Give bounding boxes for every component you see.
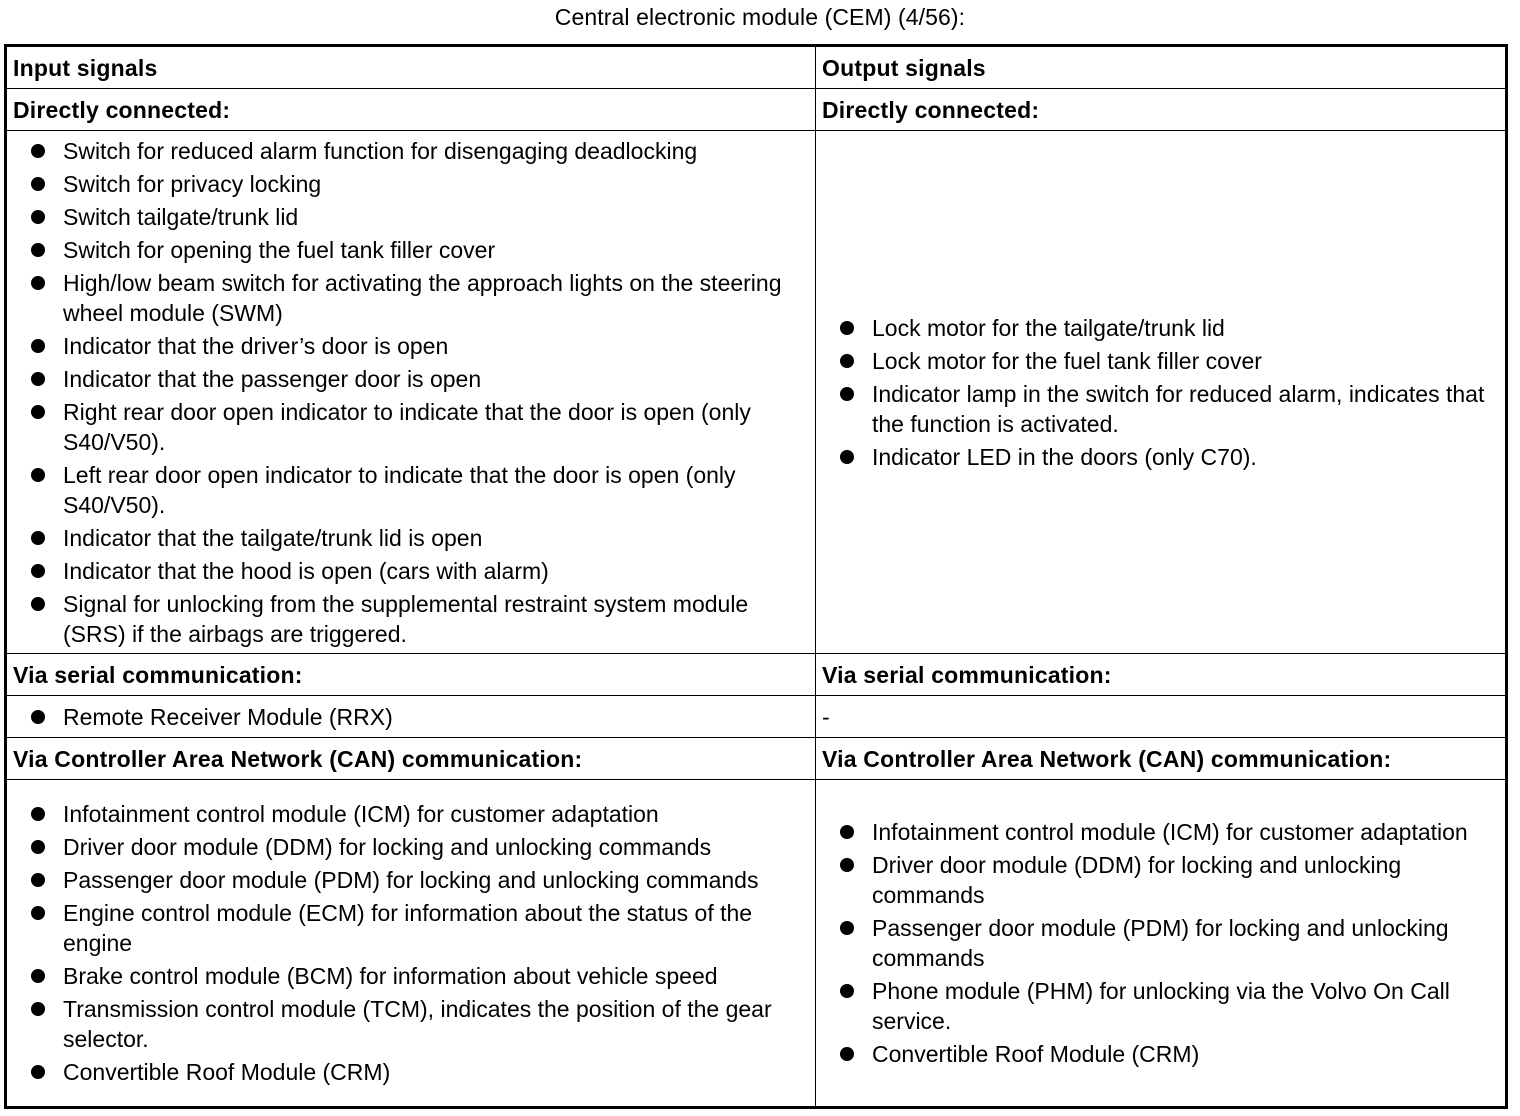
list-item-text: Switch for reduced alarm function for disengaging deadlocking [63,137,698,164]
bullet-icon [31,564,45,578]
bullet-icon [31,840,45,854]
list-item-text: Indicator LED in the doors (only C70). [872,443,1257,470]
input-direct-list-cell [6,131,816,654]
list-item-text: Infotainment control module (ICM) for customer adaptation [63,801,659,827]
list-item [13,397,809,457]
can-title-row [6,738,1507,780]
list-item [822,913,1499,973]
list-item-text: Indicator lamp in the switch for reduced alarm, indicates that the function is activated. [872,380,1485,437]
list-item [822,346,1499,376]
list-item-text: Convertible Roof Module (CRM) [872,1041,1200,1067]
list-item [13,1057,809,1087]
list-item [822,850,1499,910]
bullet-icon [31,372,45,386]
list-item-text: Switch for privacy locking [63,170,322,197]
list-item [822,1039,1499,1069]
list-item [13,364,809,394]
list-item [13,961,809,991]
bullet-icon [31,1002,45,1016]
list-item-text: Brake control module (BCM) for information about vehicle speed [63,963,718,989]
bullet-icon [31,906,45,920]
bullet-icon [31,243,45,257]
input-serial-list-cell [6,696,816,738]
list-item-text: Indicator that the driver’s door is open [63,332,449,359]
bullet-icon [31,531,45,545]
output-direct-title: Directly connected: [816,89,1507,131]
list-item [822,976,1499,1036]
direct-title-row [6,89,1507,131]
list-item [13,331,809,361]
bullet-icon [31,873,45,887]
list-item-text: Signal for unlocking from the supplemental restraint system module (SRS) if the airbags are triggered. [63,590,749,647]
bullet-icon [31,597,45,611]
list-item-text: Driver door module (DDM) for locking and unlocking commands [63,834,712,860]
output-direct-list [822,313,1499,472]
list-item-text: Right rear door open indicator to indicate that the door is open (only S40/V50). [63,398,751,455]
list-item-text: Switch tailgate/trunk lid [63,203,299,230]
list-item [13,268,809,328]
input-serial-title: Via serial communication: [6,654,816,696]
input-direct-title: Directly connected: [6,89,816,131]
list-item [822,379,1499,439]
list-item [822,442,1499,472]
list-item [13,994,809,1054]
list-item-text: Lock motor for the fuel tank filler cover [872,347,1262,374]
bullet-icon [31,177,45,191]
list-item [13,169,809,199]
list-item [13,523,809,553]
bullet-icon [840,321,854,335]
list-item-text: Phone module (PHM) for unlocking via the Volvo On Call service. [872,978,1450,1034]
output-direct-list-cell [816,131,1507,654]
list-item-text: Passenger door module (PDM) for locking and unlocking commands [63,867,759,893]
list-item-text: Lock motor for the tailgate/trunk lid [872,314,1225,341]
bullet-icon [31,710,45,724]
bullet-icon [31,405,45,419]
list-item [13,702,809,732]
list-item [13,799,809,829]
bullet-icon [31,468,45,482]
list-item-text: Driver door module (DDM) for locking and unlocking commands [872,852,1402,908]
can-list-row [6,780,1507,1108]
bullet-icon [31,807,45,821]
bullet-icon [31,210,45,224]
bullet-icon [840,921,854,935]
list-item [13,202,809,232]
list-item-text: Indicator that the passenger door is open [63,365,482,392]
direct-list-row [6,131,1507,654]
bullet-icon [31,1065,45,1079]
bullet-icon [840,450,854,464]
list-item-text: Transmission control module (TCM), indicates the position of the gear selector. [63,996,772,1052]
bullet-icon [31,339,45,353]
list-item-text: High/low beam switch for activating the approach lights on the steering wheel module (SWM) [63,269,782,326]
signals-table [4,44,1508,1109]
list-item-text: Indicator that the hood is open (cars with alarm) [63,557,549,584]
bullet-icon [840,354,854,368]
list-item [13,136,809,166]
serial-title-row [6,654,1507,696]
input-can-list [13,799,809,1087]
list-item-text: Left rear door open indicator to indicate that the door is open (only S40/V50). [63,461,736,518]
input-can-title: Via Controller Area Network (CAN) communication: [6,738,816,780]
output-serial-title: Via serial communication: [816,654,1507,696]
bullet-icon [31,969,45,983]
bullet-icon [840,825,854,839]
input-serial-list [13,702,809,732]
list-item-text: Switch for opening the fuel tank filler cover [63,236,496,263]
list-item-text: Passenger door module (PDM) for locking and unlocking commands [872,915,1449,971]
input-can-list-cell [6,780,816,1108]
list-item [13,898,809,958]
list-item [13,556,809,586]
serial-list-row [6,696,1507,738]
bullet-icon [840,984,854,998]
list-item [13,832,809,862]
page-title: Central electronic module (CEM) (4/56): [554,4,966,30]
bullet-icon [840,858,854,872]
column-header-row [6,46,1507,89]
list-item-text: Infotainment control module (ICM) for customer adaptation [872,819,1468,845]
bullet-icon [31,144,45,158]
list-item-text: Engine control module (ECM) for information about the status of the engine [63,900,753,956]
input-signals-header: Input signals [6,46,816,89]
input-direct-list [13,136,809,649]
list-item-text: Indicator that the tailgate/trunk lid is open [63,524,483,551]
list-item [13,589,809,649]
list-item-text: Remote Receiver Module (RRX) [63,703,393,730]
list-item [13,235,809,265]
bullet-icon [840,1047,854,1061]
list-item [13,460,809,520]
output-can-list-cell [816,780,1507,1108]
list-item-text: Convertible Roof Module (CRM) [63,1059,391,1085]
output-serial-value: - [816,696,1507,738]
list-item [13,865,809,895]
output-can-list [822,817,1499,1069]
list-item [822,817,1499,847]
output-can-title: Via Controller Area Network (CAN) communication: [816,738,1507,780]
output-signals-header: Output signals [816,46,1507,89]
list-item [822,313,1499,343]
bullet-icon [840,387,854,401]
bullet-icon [31,276,45,290]
